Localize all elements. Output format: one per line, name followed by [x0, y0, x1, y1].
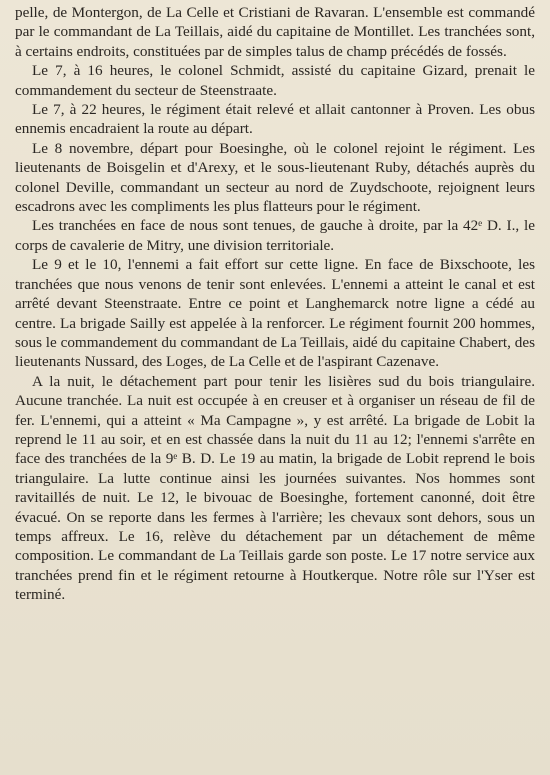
paragraph: Les tranchées en face de nous sont tenues, de gauche à droite, par la 42ᵉ D. I., le corps de cavalerie de Mitry, une division territoriale.	[15, 217, 535, 254]
paragraph: pelle, de Montergon, de La Celle et Cristiani de Ravaran. L'ensemble est commandé par le commandant de La Teillais, aidé du capitaine de Montillet. Les tranchées sont, à certains endroits, constituées par de simples talus de champ précédés de fossés.	[15, 4, 535, 60]
paragraph: Le 7, à 16 heures, le colonel Schmidt, assisté du capitaine Gizard, prenait le commandement du secteur de Steenstraate.	[15, 62, 535, 99]
paragraph: Le 8 novembre, départ pour Boesinghe, où le colonel rejoint le régiment. Les lieutenants de Boisgelin et d'Arexy, et le sous-lieutenant Ruby, détachés auprès du colonel Deville, commandant un secteur au nord de Zuydschoote, rejoignent leurs escadrons avec les compliments les plus flatteurs pour le régiment.	[15, 139, 535, 216]
paragraph: A la nuit, le détachement part pour tenir les lisières sud du bois triangulaire. Aucune tranchée. La nuit est occupée à en creuser et à organiser un réseau de fil de fer. L'ennemi, qui a atteint « Ma Campagne », y est arrêté. La brigade de Lobit la reprend le 11 au soir, et en est chassée dans la nuit du 11 au 12; l'ennemi s'arrête en face des tranchées de la 9ᵉ B. D. Le 19 au matin, la brigade de Lobit reprend le bois triangulaire. La lutte continue ainsi les journées suivantes. Nos hommes sont ravitaillés de nuit. Le 12, le bivouac de Boesinghe, fortement canonné, doit être évacué. On se reporte dans les fermes à l'arrière; les chevaux sont dehors, sous un temps affreux. Le 16, relève du détachement par un détachement de même composition. Le commandant de La Teillais garde son poste. Le 17 notre service aux tranchées prend fin et le régiment retourne à Houtkerque. Notre rôle sur l'Yser est terminé.	[15, 372, 535, 604]
paragraph: Le 9 et le 10, l'ennemi a fait effort sur cette ligne. En face de Bixschoote, les tranchées que nous venons de tenir sont enlevées. L'ennemi a atteint le canal et est arrêté devant Steenstraate. Entre ce point et Langhemarck notre ligne a cédé au centre. La brigade Sailly est appelée à la renforcer. Le régiment fournit 200 hommes, sous le commandement du commandant de La Teillais, aidé du capitaine Chabert, des lieutenants Nussard, des Loges, de La Celle et de l'aspirant Cazenave.	[15, 256, 535, 371]
paragraph: Le 7, à 22 heures, le régiment était relevé et allait cantonner à Proven. Les obus ennemis encadraient la route au départ.	[15, 101, 535, 138]
